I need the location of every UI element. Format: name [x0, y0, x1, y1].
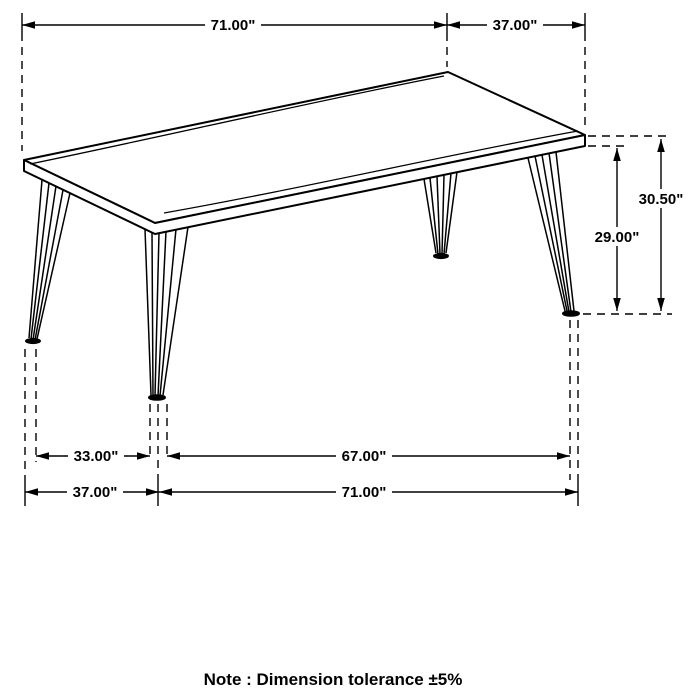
dim-label-leg-height: 29.00" — [594, 229, 640, 246]
dim-label-base-depth: 37.00" — [72, 484, 118, 501]
leg-back-left — [26, 180, 71, 344]
dim-label-foot-span-length: 67.00" — [341, 448, 387, 465]
dim-label-top-length: 71.00" — [210, 17, 256, 34]
leg-foot — [563, 311, 580, 317]
dim-label-overall-height: 30.50" — [638, 191, 684, 208]
leg-front-left — [145, 227, 188, 400]
leg-foot — [434, 253, 449, 258]
dim-label-base-length: 71.00" — [341, 484, 387, 501]
table-drawing — [24, 72, 585, 400]
tolerance-note: Note : Dimension tolerance ±5% — [203, 670, 463, 689]
dim-label-top-depth: 37.00" — [492, 17, 538, 34]
dim-label-foot-span-depth: 33.00" — [73, 448, 119, 465]
extension-lines — [22, 13, 672, 506]
leg-back-right — [424, 172, 457, 259]
leg-front-right — [528, 152, 580, 316]
leg-foot — [26, 338, 41, 343]
leg-foot — [149, 395, 166, 401]
